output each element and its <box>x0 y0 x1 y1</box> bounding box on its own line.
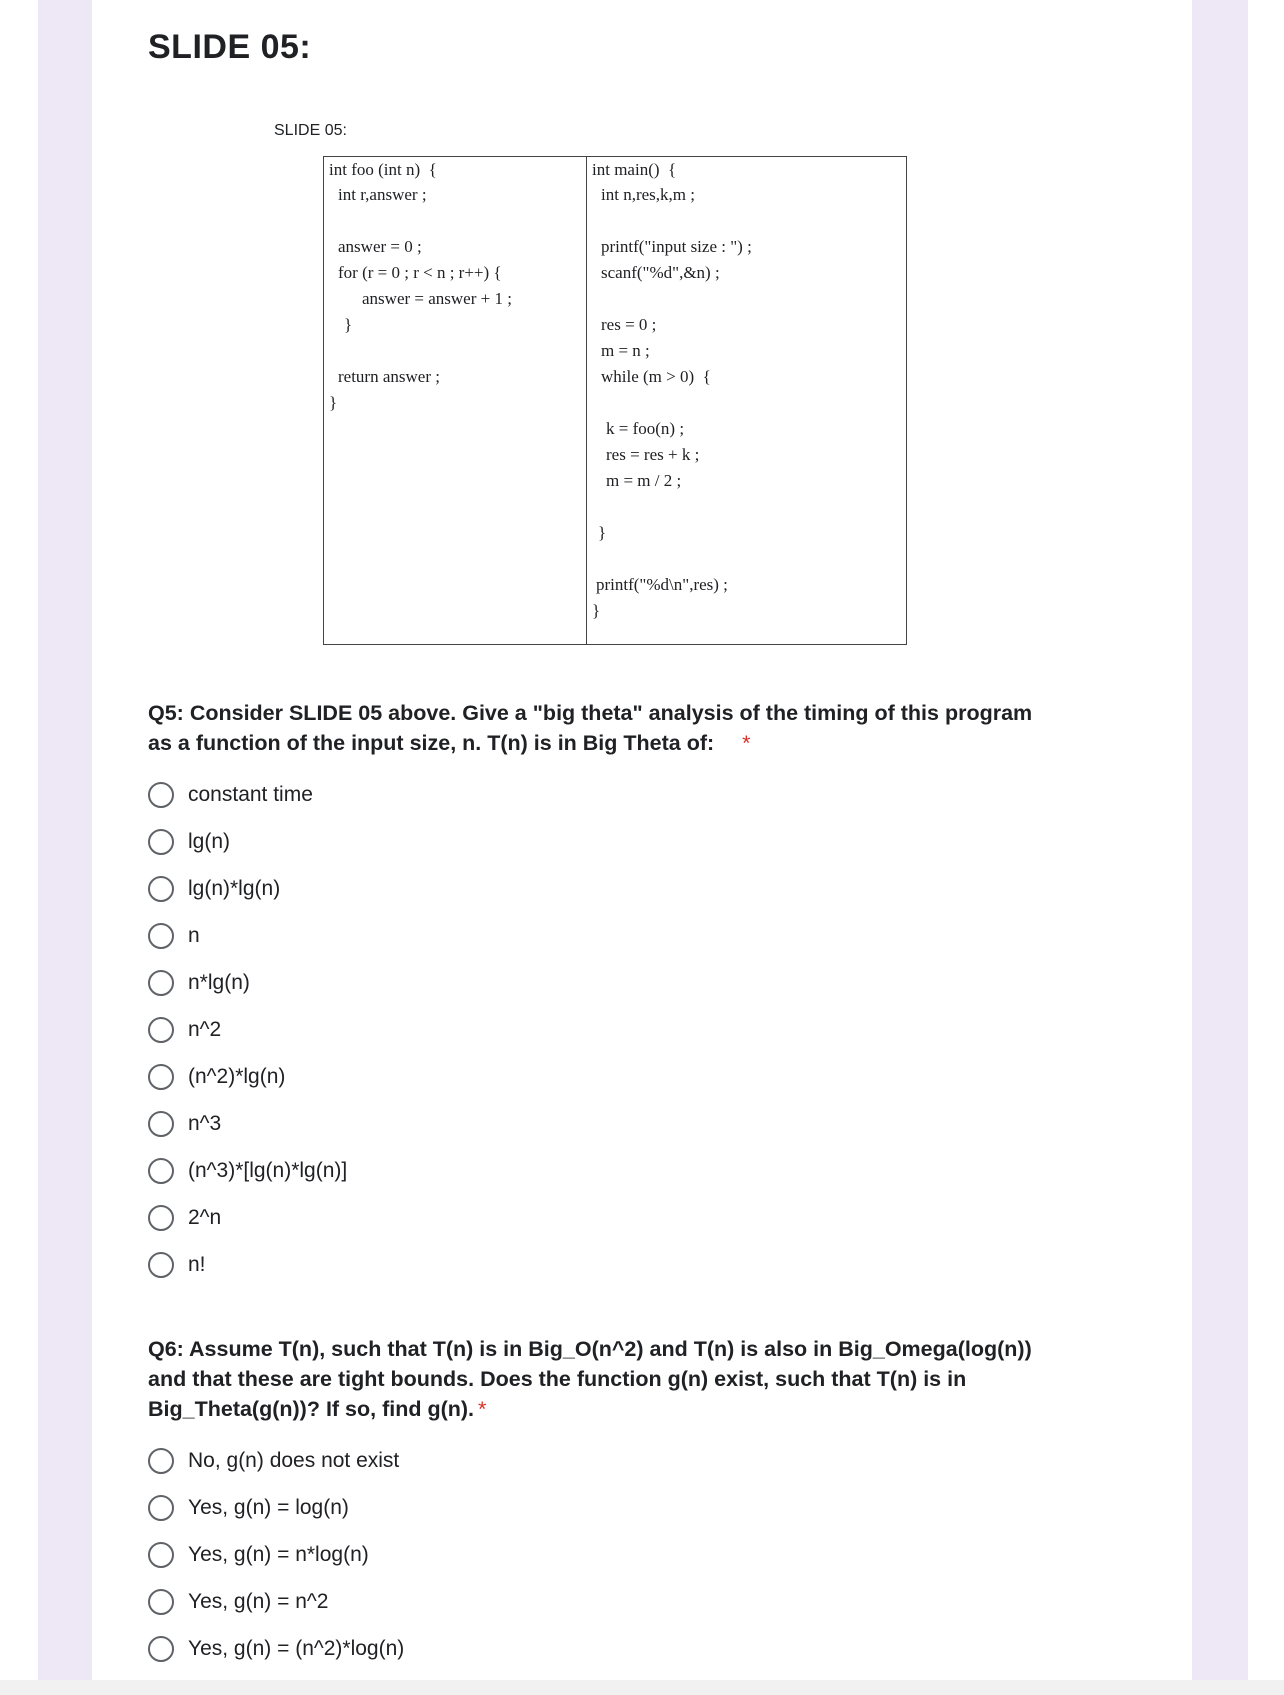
q5-options <box>148 771 347 1288</box>
q5-text-line: Q5: Consider SLIDE 05 above. Give a "big theta" analysis of the timing of this program <box>148 701 1033 725</box>
option-label: Yes, g(n) = (n^2)*log(n) <box>188 1636 405 1660</box>
code-line: printf("input size : ") ; <box>601 237 752 256</box>
radio-button[interactable] <box>148 1017 174 1043</box>
q5-option-lg-n-lg-n[interactable] <box>148 865 347 912</box>
q6-text-line: and that these are tight bounds. Does the function g(n) exist, such that T(n) is in <box>148 1367 967 1391</box>
q6-text-line <box>148 1394 1032 1424</box>
radio-button[interactable] <box>148 1495 174 1521</box>
code-line: scanf("%d",&n) ; <box>601 263 720 282</box>
q5-option-n-cubed[interactable] <box>148 1100 347 1147</box>
code-line: for (r = 0 ; r < n ; r++) { <box>338 263 502 282</box>
q6-option-n-squared-log-n[interactable] <box>148 1625 404 1672</box>
option-label: lg(n) <box>188 829 231 853</box>
code-line: m = m / 2 ; <box>606 471 682 490</box>
code-line: return answer ; <box>338 367 440 386</box>
radio-button[interactable] <box>148 782 174 808</box>
q5-text-line <box>148 728 1032 758</box>
required-asterisk: * <box>742 731 751 755</box>
code-line: printf("%d\n",res) ; <box>596 575 728 594</box>
code-line: int foo (int n) { <box>329 160 437 179</box>
option-label: n! <box>188 1252 206 1276</box>
radio-button[interactable] <box>148 1636 174 1662</box>
radio-button[interactable] <box>148 1158 174 1184</box>
code-line: } <box>598 523 607 542</box>
q6-option-log-n[interactable] <box>148 1484 404 1531</box>
q5-option-n-factorial[interactable] <box>148 1241 347 1288</box>
q6-option-n-squared[interactable] <box>148 1578 404 1625</box>
q5-question-text <box>148 698 1032 758</box>
radio-button[interactable] <box>148 1064 174 1090</box>
q5-option-n-cubed-lg-squared[interactable] <box>148 1147 347 1194</box>
q5-option-n-lg-n[interactable] <box>148 959 347 1006</box>
required-asterisk: * <box>478 1397 487 1421</box>
page-bottom-strip <box>0 1680 1284 1695</box>
q5-option-lg-n[interactable] <box>148 818 347 865</box>
code-line: res = res + k ; <box>606 445 700 464</box>
radio-button[interactable] <box>148 1589 174 1615</box>
foo-function-column <box>324 157 587 644</box>
radio-button[interactable] <box>148 1448 174 1474</box>
radio-button[interactable] <box>148 876 174 902</box>
radio-button[interactable] <box>148 829 174 855</box>
option-label: Yes, g(n) = n^2 <box>188 1589 329 1613</box>
code-line: } <box>344 315 353 334</box>
code-line: } <box>329 393 338 412</box>
code-line: m = n ; <box>601 341 650 360</box>
option-label: Yes, g(n) = n*log(n) <box>188 1542 369 1566</box>
q6-text-line-3: Big_Theta(g(n))? If so, find g(n). <box>148 1397 475 1421</box>
radio-button[interactable] <box>148 1205 174 1231</box>
q5-option-2-to-n[interactable] <box>148 1194 347 1241</box>
form-question-card <box>92 0 1192 1680</box>
option-label: 2^n <box>188 1205 222 1229</box>
page-margin-left <box>0 0 38 1695</box>
code-line: int r,answer ; <box>338 185 427 204</box>
q5-option-n-squared[interactable] <box>148 1006 347 1053</box>
q5-option-constant-time[interactable] <box>148 771 347 818</box>
radio-button[interactable] <box>148 970 174 996</box>
slide-code-table <box>323 156 907 645</box>
code-line: } <box>592 601 601 620</box>
radio-button[interactable] <box>148 1252 174 1278</box>
option-label: (n^3)*[lg(n)*lg(n)] <box>188 1158 348 1182</box>
radio-button[interactable] <box>148 923 174 949</box>
q6-option-does-not-exist[interactable] <box>148 1437 404 1484</box>
q6-option-n-log-n[interactable] <box>148 1531 404 1578</box>
q5-option-n-squared-lg-n[interactable] <box>148 1053 347 1100</box>
option-label: n^3 <box>188 1111 222 1135</box>
q5-option-n[interactable] <box>148 912 347 959</box>
option-label: Yes, g(n) = log(n) <box>188 1495 349 1519</box>
q6-text-line: Q6: Assume T(n), such that T(n) is in Big_O(n^2) and T(n) is also in Big_Omega(log(n)) <box>148 1337 1032 1361</box>
option-label: constant time <box>188 782 313 806</box>
section-title: SLIDE 05: <box>148 28 312 66</box>
code-line: k = foo(n) ; <box>606 419 685 438</box>
code-line: answer = 0 ; <box>338 237 422 256</box>
code-line: res = 0 ; <box>601 315 657 334</box>
code-line: while (m > 0) { <box>601 367 711 386</box>
code-line: int n,res,k,m ; <box>601 185 695 204</box>
page-margin-right <box>1248 0 1284 1695</box>
radio-button[interactable] <box>148 1111 174 1137</box>
main-function-column <box>587 157 906 644</box>
option-label: n*lg(n) <box>188 970 250 994</box>
q6-question-text <box>148 1334 1032 1424</box>
option-label: n <box>188 923 200 947</box>
option-label: (n^2)*lg(n) <box>188 1064 286 1088</box>
radio-button[interactable] <box>148 1542 174 1568</box>
option-label: lg(n)*lg(n) <box>188 876 281 900</box>
q6-options <box>148 1437 404 1672</box>
code-line: int main() { <box>592 160 677 179</box>
code-line: answer = answer + 1 ; <box>362 289 512 308</box>
option-label: No, g(n) does not exist <box>188 1448 400 1472</box>
q5-text-line-2: as a function of the input size, n. T(n) is in Big Theta of: <box>148 731 715 755</box>
slide-label: SLIDE 05: <box>274 122 347 139</box>
option-label: n^2 <box>188 1017 222 1041</box>
